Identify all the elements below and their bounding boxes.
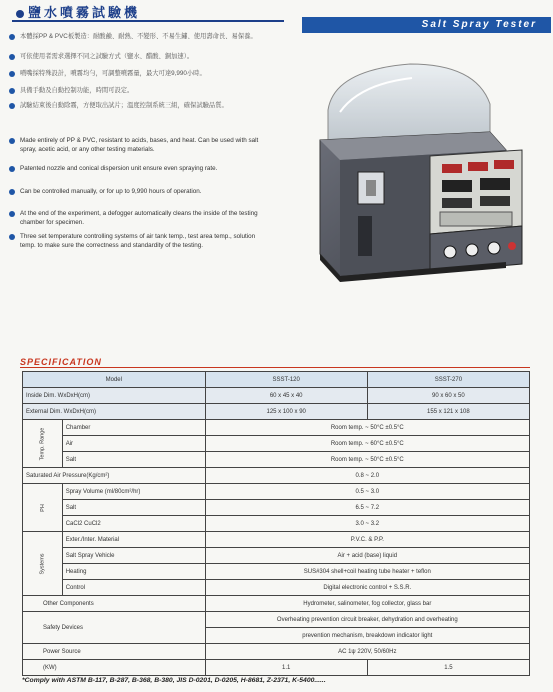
table-row — [23, 484, 530, 500]
row-label: Air — [62, 436, 205, 452]
row-label: CaCl2 CuCl2 — [62, 516, 205, 532]
specification-table — [22, 371, 530, 676]
model-value: SSST-120 — [205, 372, 367, 388]
row-label: Control — [62, 580, 205, 596]
table-row — [23, 548, 530, 564]
table-row — [23, 580, 530, 596]
bullet-icon — [9, 103, 15, 109]
ph-group — [23, 484, 63, 532]
specification-rule — [20, 367, 530, 368]
table-row — [23, 500, 530, 516]
group-label: PH — [39, 503, 46, 512]
row-label: Spray Volume (ml/80cm²/hr) — [62, 484, 205, 500]
feature-text: At the end of the experiment, a defogger automatically cleans the inside of the testing chamber for specimen. — [20, 210, 258, 226]
feature-cn-5 — [20, 102, 272, 111]
chinese-title — [16, 2, 140, 21]
bullet-icon — [9, 138, 15, 144]
table-row — [23, 532, 530, 548]
table-row — [23, 596, 530, 612]
bullet-icon — [9, 34, 15, 40]
systems-group — [23, 532, 63, 596]
cell-value: prevention mechanism, breakdown indicator light — [205, 628, 529, 644]
specification-heading: SPECIFICATION — [20, 357, 102, 367]
title-text: 鹽水噴霧試驗機 — [28, 5, 141, 20]
cell-value: Overheating prevention circuit breaker, dehydration and overheating — [205, 612, 529, 628]
feature-text: 試驗結束後自動除霧，方便取出試片；溫度控制系統三組，確保試驗品質。 — [20, 102, 228, 109]
table-row — [23, 644, 530, 660]
cell-value: 0.8 ~ 2.0 — [205, 468, 529, 484]
cell-value: 60 x 45 x 40 — [205, 388, 367, 404]
bullet-icon — [9, 211, 15, 217]
title-underline — [12, 20, 284, 22]
feature-en-4 — [20, 210, 272, 227]
cell-value: 155 x 121 x 108 — [367, 404, 529, 420]
cell-value: 1.1 — [205, 660, 367, 676]
bullet-icon — [9, 166, 15, 172]
table-row — [23, 612, 530, 628]
group-label: Temp. Range — [39, 427, 46, 460]
feature-text: Made entirely of PP & PVC, resistant to acids, bases, and heat. Can be used with salt spray, acetic acid, or any other testing materials. — [20, 137, 259, 153]
table-row — [23, 468, 530, 484]
feature-en-1 — [20, 137, 272, 154]
model-label: Model — [23, 372, 206, 388]
feature-cn-4 — [20, 87, 272, 96]
bullet-icon — [9, 189, 15, 195]
feature-text: 本體採PP & PVC板製造：耐酸鹼、耐熱、不變形、不易生鏽、使用壽命長、易保養。 — [20, 33, 257, 40]
table-row — [23, 660, 530, 676]
cell-value: 125 x 100 x 90 — [205, 404, 367, 420]
cell-value: Air + acid (base) liquid — [205, 548, 529, 564]
table-row — [23, 372, 530, 388]
cell-value: 1.5 — [367, 660, 529, 676]
row-label: Salt — [62, 452, 205, 468]
bullet-icon — [16, 10, 24, 18]
bullet-icon — [9, 71, 15, 77]
group-label: Systems — [39, 552, 46, 575]
cell-value: Room temp. ~ 50°C ±0.5°C — [205, 420, 529, 436]
row-label: Exter./Inter. Material — [62, 532, 205, 548]
cell-value: 90 x 60 x 50 — [367, 388, 529, 404]
row-label: Heating — [62, 564, 205, 580]
feature-text: Three set temperature controlling systems of air tank temp., test area temp., solution temp. to make sure the correctness and standardity of the testing. — [20, 233, 256, 249]
feature-cn-3 — [20, 70, 272, 79]
row-label: Safety Devices — [23, 612, 206, 644]
table-row — [23, 516, 530, 532]
feature-text: Patented nozzle and conical dispersion unit ensure even spraying rate. — [20, 165, 218, 172]
table-row — [23, 388, 530, 404]
row-label: Inside Dim. WxDxH(cm) — [23, 388, 206, 404]
table-row — [23, 404, 530, 420]
model-value: SSST-270 — [367, 372, 529, 388]
feature-en-5 — [20, 233, 272, 250]
bullet-icon — [9, 54, 15, 60]
cell-value: AC 1ψ 220V, 50/60Hz — [205, 644, 529, 660]
feature-text: 噴嘴採特殊設計，噴霧均勻，可調整噴霧量，最大可達9,990小時。 — [20, 70, 206, 77]
bullet-icon — [9, 88, 15, 94]
feature-text: 可依使用者需求選擇不同之試驗方式（鹽水、醋酸、銅加速）。 — [20, 53, 194, 60]
feature-en-2 — [20, 165, 272, 174]
bullet-icon — [9, 234, 15, 240]
cell-value: P.V.C. & P.P. — [205, 532, 529, 548]
temp-range-group — [23, 420, 63, 468]
cell-value: Digital electronic control + S.S.R. — [205, 580, 529, 596]
row-label: Saturated Air Pressure(Kg/cm²) — [23, 468, 206, 484]
table-row — [23, 436, 530, 452]
cell-value: Room temp. ~ 60°C ±0.5°C — [205, 436, 529, 452]
feature-text: 具備手動及自動控制功能，時間可設定。 — [20, 87, 134, 94]
feature-cn-2 — [20, 53, 272, 62]
row-label: Salt — [62, 500, 205, 516]
cell-value: 6.5 ~ 7.2 — [205, 500, 529, 516]
compliance-note: *Comply with ASTM B-117, B-287, B-368, B-380, JIS D-0201, D-0205, H-8681, Z-2371, K-5400...... — [22, 677, 326, 684]
row-label: External Dim. WxDxH(cm) — [23, 404, 206, 420]
row-label: Chamber — [62, 420, 205, 436]
feature-text: Can be controlled manually, or for up to 9,990 hours of operation. — [20, 188, 202, 195]
cell-value: 0.5 ~ 3.0 — [205, 484, 529, 500]
table-row — [23, 452, 530, 468]
feature-cn-1 — [20, 33, 272, 42]
cell-value: SUS#304 shell+coil heating tube heater + teflon — [205, 564, 529, 580]
english-title-banner: Salt Spray Tester — [302, 17, 551, 33]
cell-value: Room temp. ~ 50°C ±0.5°C — [205, 452, 529, 468]
row-label: Power Source — [23, 644, 206, 660]
feature-en-3 — [20, 188, 272, 197]
row-label: Salt Spray Vehicle — [62, 548, 205, 564]
salt-spray-tester-photo — [300, 40, 544, 285]
row-label: Other Components — [23, 596, 206, 612]
row-label: (KW) — [23, 660, 206, 676]
cell-value: Hydrometer, salinometer, fog collector, glass bar — [205, 596, 529, 612]
table-row — [23, 420, 530, 436]
cell-value: 3.0 ~ 3.2 — [205, 516, 529, 532]
table-row — [23, 564, 530, 580]
